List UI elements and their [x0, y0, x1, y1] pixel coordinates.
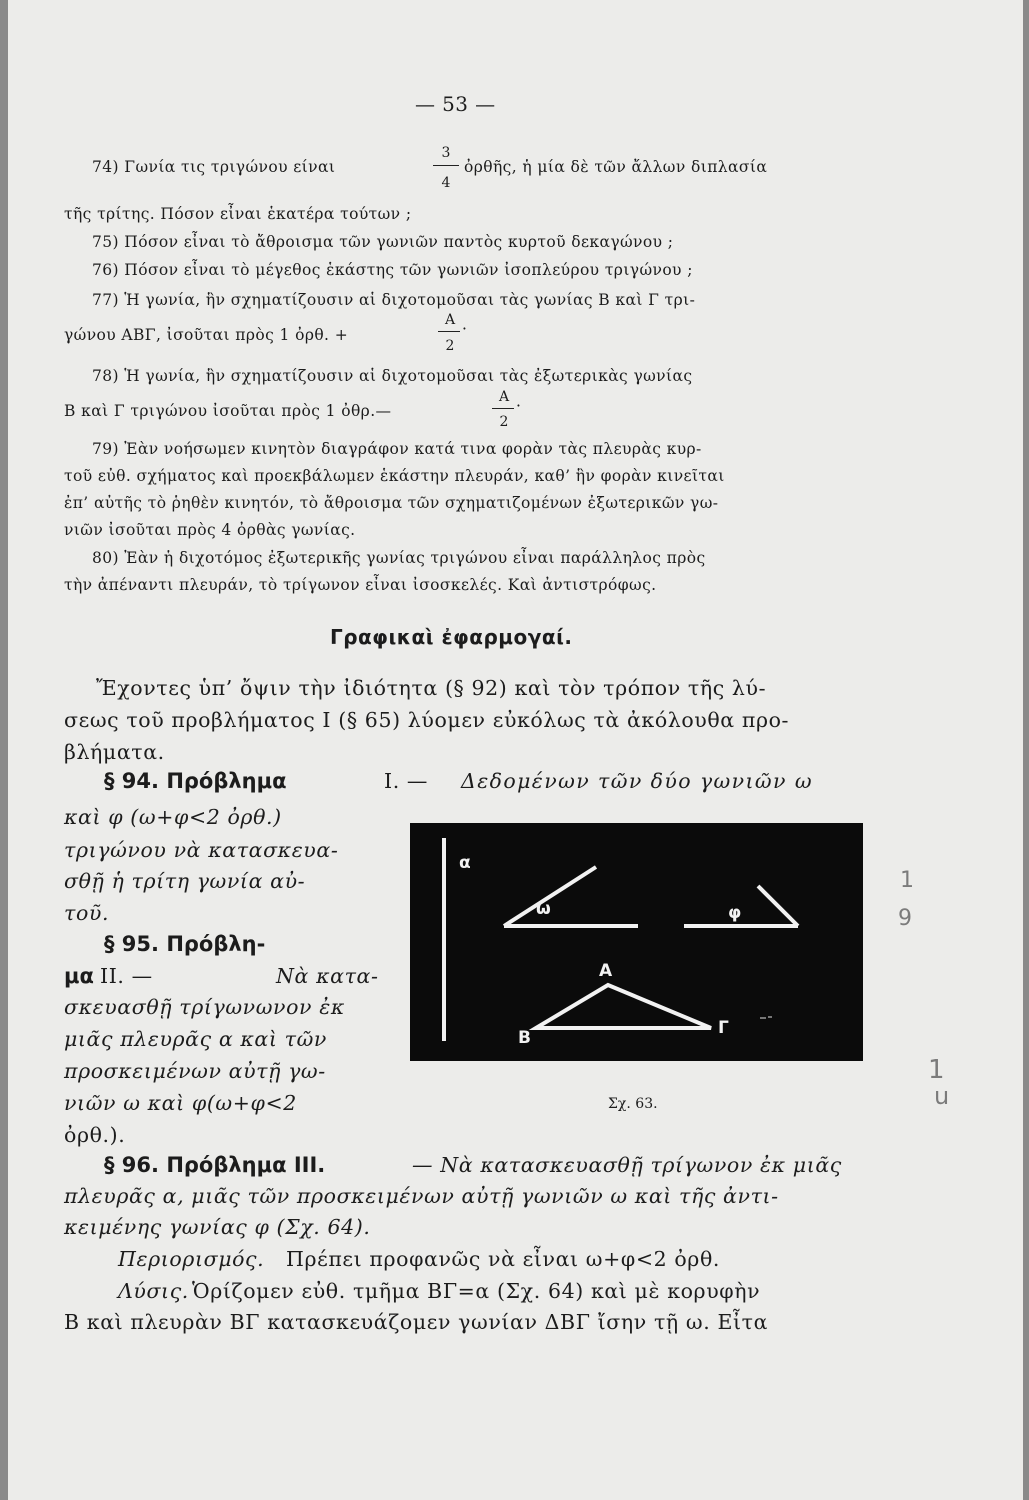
- exercise-77-frac-num: Α: [444, 312, 456, 328]
- exercise-79-line4: νιῶν ἰσοῦται πρὸς 4 ὀρθὰς γωνίας.: [64, 521, 356, 539]
- periorismos-text: Πρέπει προφανῶς νὰ εἶναι ω+φ<2 ὀρθ.: [286, 1247, 721, 1271]
- problem-95-line-4: νιῶν ω καὶ φ(ω+φ<2: [64, 1091, 297, 1115]
- exercise-78-frac-num: Α: [498, 389, 510, 405]
- problem-96-line-2: κειμένης γωνίας φ (Σχ. 64).: [64, 1215, 371, 1239]
- exercise-75: 75) Πόσον εἶναι τὸ ἄθροισμα τῶν γωνιῶν παντὸς κυρτοῦ δεκαγώνου ;: [92, 233, 674, 251]
- label-alpha: α: [459, 853, 471, 873]
- problem-95-line-1: σκευασθῇ τρίγωνωνον ἐκ: [64, 995, 345, 1019]
- figure-63-drawing: [410, 823, 863, 1061]
- page-number: — 53 —: [415, 92, 496, 116]
- label-phi: φ: [728, 903, 742, 923]
- exercise-74-line2: τῆς τρίτης. Πόσον εἶναι ἑκατέρα τούτων ;: [64, 205, 412, 223]
- exercise-77-frac-den: 2: [445, 338, 455, 354]
- exercise-74-end: ὀρθῆς, ἡ μία δὲ τῶν ἄλλων διπλασία: [464, 158, 768, 176]
- triangle-abg: [536, 985, 711, 1028]
- problem-94-line-4: τοῦ.: [64, 901, 110, 925]
- exercise-74-start: 74) Γωνία τις τριγώνου είναι: [92, 158, 336, 176]
- handwritten-mark-3: 1: [928, 1055, 945, 1085]
- exercise-80-line1: 80) Ἐὰν ἡ διχοτόμος ἐξωτερικῆς γωνίας τριγώνου εἶναι παράλληλος πρὸς: [92, 549, 706, 567]
- periorismos-label: Περιορισμός.: [118, 1247, 265, 1271]
- section-title: Γραφικαὶ ἐφαρμογαί.: [330, 625, 573, 649]
- problem-95-heading-cont: μα: [64, 964, 94, 988]
- exercise-78-line1: 78) Ἡ γωνία, ἣν σχηματίζουσιν αἱ διχοτομοῦσαι τὰς ἐξωτερικὰς γωνίας: [92, 367, 693, 385]
- book-page: [8, 0, 1023, 1500]
- problem-94-line-1: καὶ φ (ω+φ<2 ὀρθ.): [64, 805, 282, 829]
- exercise-79-line1: 79) Ἐὰν νοήσωμεν κινητὸν διαγράφον κατά τινα φορὰν τὰς πλευρὰς κυρ-: [92, 440, 702, 458]
- label-vertex-g: Γ: [718, 1018, 729, 1038]
- exercise-78-frac-bar: [492, 408, 514, 409]
- figure-63: [410, 823, 863, 1061]
- exercise-78-line2: Β καὶ Γ τριγώνου ἰσοῦται πρὸς 1 ὀθρ.—: [64, 402, 392, 420]
- intro-line-1: Ἔχοντες ὑπ’ ὄψιν τὴν ἰδιότητα (§ 92) καὶ τὸν τρόπον τῆς λύ-: [96, 676, 767, 700]
- lysis-line-2: Β καὶ πλευρὰν ΒΓ κατασκευάζομεν γωνίαν ΔΒΓ ἴσην τῇ ω. Εἶτα: [64, 1310, 769, 1334]
- exercise-79-line2: τοῦ εὐθ. σχήματος καὶ προεκβάλωμεν ἑκάστην πλευράν, καθ’ ἣν φορὰν κινεῖται: [64, 467, 725, 485]
- exercise-74-frac-bar: [433, 165, 459, 166]
- problem-95-line-3: προσκειμένων αὐτῇ γω-: [64, 1059, 326, 1083]
- problem-95-line-5: ὀρθ.).: [64, 1123, 126, 1147]
- intro-line-3: βλήματα.: [64, 740, 165, 764]
- exercise-77-line1: 77) Ἡ γωνία, ἣν σχηματίζουσιν αἱ διχοτομοῦσαι τὰς γωνίας Β καὶ Γ τρι-: [92, 291, 696, 309]
- label-omega: ω: [536, 899, 551, 919]
- handwritten-mark-1: 1: [900, 868, 914, 893]
- exercise-76: 76) Πόσον εἶναι τὸ μέγεθος ἑκάστης τῶν γωνιῶν ἰσοπλεύρου τριγώνου ;: [92, 261, 693, 279]
- exercise-78-tail: ·: [516, 397, 522, 415]
- problem-94-heading: § 94. Πρόβλημα: [104, 769, 287, 793]
- problem-95-number: II. —: [100, 964, 153, 988]
- exercise-77-frac-bar: [438, 331, 460, 332]
- exercise-78-frac-den: 2: [499, 414, 509, 430]
- angle-phi-arm: [758, 886, 798, 926]
- intro-line-2: σεως τοῦ προβλήματος I (§ 65) λύομεν εὐκόλως τὰ ἀκόλουθα προ-: [64, 708, 790, 732]
- lysis-text: Ὁρίζομεν εὐθ. τμῆμα ΒΓ=α (Σχ. 64) καὶ μὲ κορυφὴν: [192, 1279, 761, 1303]
- figure-speckle: [760, 1017, 772, 1018]
- problem-96-text: — Νὰ κατασκευασθῇ τρίγωνον ἐκ μιᾶς: [412, 1153, 842, 1177]
- lysis-label: Λύσις.: [118, 1279, 189, 1303]
- problem-96-line-1: πλευρᾶς α, μιᾶς τῶν προσκειμένων αὐτῇ γωνιῶν ω καὶ τῆς ἀντι-: [64, 1184, 779, 1208]
- exercise-79-line3: ἐπ’ αὐτῆς τὸ ῥηθὲν κινητόν, τὸ ἄθροισμα τῶν σχηματιζομένων ἐξωτερικῶν γω-: [64, 494, 719, 512]
- problem-95-text: Νὰ κατα-: [276, 964, 379, 988]
- exercise-74-frac-den: 4: [441, 175, 451, 191]
- problem-94-line-2: τριγώνου νὰ κατασκευα-: [64, 838, 339, 862]
- exercise-74-frac-num: 3: [441, 145, 451, 161]
- exercise-80-line2: τὴν ἀπέναντι πλευράν, τὸ τρίγωνον εἶναι ἰσοσκελές. Καὶ ἀντιστρόφως.: [64, 576, 657, 594]
- label-vertex-a: Α: [599, 961, 613, 981]
- handwritten-mark-2: 9: [898, 906, 912, 931]
- problem-94-number: I. —: [384, 769, 429, 793]
- problem-95-heading: § 95. Πρόβλη-: [104, 932, 266, 956]
- handwritten-mark-4: u: [934, 1082, 950, 1110]
- problem-95-line-2: μιᾶς πλευρᾶς α καὶ τῶν: [64, 1027, 327, 1051]
- problem-96-heading: § 96. Πρόβλημα III.: [104, 1153, 326, 1177]
- problem-94-text: Δεδομένων τῶν δύο γωνιῶν ω: [461, 769, 813, 793]
- problem-94-line-3: σθῇ ἡ τρίτη γωνία αὐ-: [64, 869, 306, 893]
- exercise-77-line2: γώνου ΑΒΓ, ἰσοῦται πρὸς 1 ὀρθ. +: [64, 326, 349, 344]
- exercise-77-tail: ·: [462, 320, 468, 338]
- label-vertex-b: Β: [518, 1028, 531, 1048]
- figure-63-caption: Σχ. 63.: [608, 1096, 658, 1112]
